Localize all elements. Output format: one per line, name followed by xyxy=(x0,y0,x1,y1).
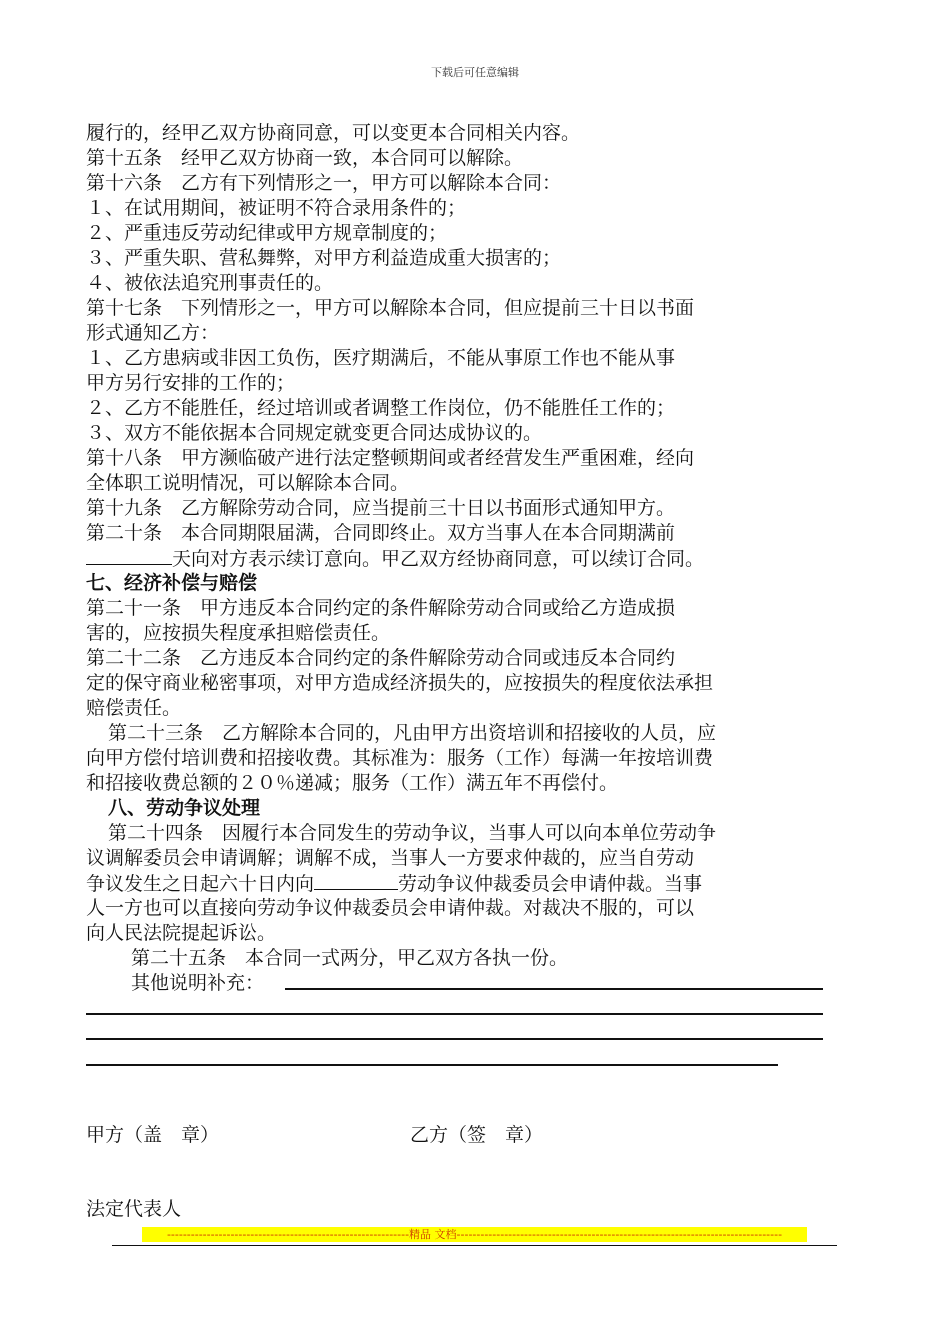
clause-16-item-2: ２、严重违反劳动纪律或甲方规章制度的； xyxy=(86,222,448,244)
other-notes-line-3[interactable] xyxy=(86,1038,823,1040)
legal-representative: 法定代表人 xyxy=(86,1198,182,1220)
clause-15: 第十五条 经甲乙双方协商一致，本合同可以解除。 xyxy=(86,147,524,169)
clause-22: 第二十二条 乙方违反本合同约定的条件解除劳动合同或违反本合同约 xyxy=(86,647,676,669)
clause-24-cont-2a: 争议发生之日起六十日内向 xyxy=(86,873,315,895)
clause-21: 第二十一条 甲方违反本合同约定的条件解除劳动合同或给乙方造成损 xyxy=(86,597,676,619)
clause-16: 第十六条 乙方有下列情形之一，甲方可以解除本合同： xyxy=(86,172,562,194)
clause-17-item-1: １、乙方患病或非因工负伤，医疗期满后，不能从事原工作也不能从事 xyxy=(86,347,676,369)
section-7-title: 七、经济补偿与赔偿 xyxy=(86,572,258,594)
clause-20-cont-text: 天向对方表示续订意向。甲乙双方经协商同意，可以续订合同。 xyxy=(172,548,705,570)
days-blank[interactable] xyxy=(86,546,172,565)
clause-25: 第二十五条 本合同一式两分，甲乙双方各执一份。 xyxy=(131,947,569,969)
clause-18-cont: 全体职工说明情况，可以解除本合同。 xyxy=(86,472,410,494)
clause-24-cont-4: 向人民法院提起诉讼。 xyxy=(86,922,277,944)
clause-23: 第二十三条 乙方解除本合同的，凡由甲方出资培训和招接收的人员，应 xyxy=(108,722,717,744)
clause-23-cont-2: 和招接收费总额的２０％递减；服务（工作）满五年不再偿付。 xyxy=(86,772,619,794)
clause-24-cont-3: 人一方也可以直接向劳动争议仲裁委员会申请仲裁。对裁决不服的，可以 xyxy=(86,897,695,919)
clause-17: 第十七条 下列情形之一，甲方可以解除本合同，但应提前三十日以书面 xyxy=(86,297,695,319)
clause-21-cont: 害的，应按损失程度承担赔偿责任。 xyxy=(86,622,391,644)
clause-17-item-1-cont: 甲方另行安排的工作的； xyxy=(86,372,296,394)
other-notes-label: 其他说明补充： xyxy=(131,972,265,994)
clause-16-item-3: ３、严重失职、营私舞弊，对甲方利益造成重大损害的； xyxy=(86,247,562,269)
other-notes-line-4[interactable] xyxy=(86,1064,778,1066)
arbitration-committee-blank[interactable] xyxy=(314,871,398,890)
other-notes-line-2[interactable] xyxy=(86,1013,823,1015)
clause-24: 第二十四条 因履行本合同发生的劳动争议，当事人可以向本单位劳动争 xyxy=(108,822,717,844)
clause-22-cont-2: 赔偿责任。 xyxy=(86,697,182,719)
clause-24-cont: 议调解委员会申请调解；调解不成，当事人一方要求仲裁的，应当自劳动 xyxy=(86,847,695,869)
party-a-seal: 甲方（盖 章） xyxy=(86,1124,220,1146)
clause-17-item-2: ２、乙方不能胜任，经过培训或者调整工作岗位，仍不能胜任工作的； xyxy=(86,397,676,419)
clause-16-item-4: ４、被依法追究刑事责任的。 xyxy=(86,272,334,294)
contract-body xyxy=(86,121,846,996)
clause-20: 第二十条 本合同期限届满，合同即终止。双方当事人在本合同期满前 xyxy=(86,522,676,544)
footer-watermark: -------------------------------------------------------------精品 文档---------------------------------------------------------------------------------- xyxy=(142,1227,807,1242)
clause-24-cont-2b: 劳动争议仲裁委员会申请仲裁。当事 xyxy=(398,873,703,895)
other-notes-line-1[interactable] xyxy=(285,988,823,990)
clause-23-cont: 向甲方偿付培训费和招接收费。其标准为：服务（工作）每满一年按培训费 xyxy=(86,747,714,769)
header-note: 下载后可任意编辑 xyxy=(431,66,519,79)
footer-divider xyxy=(112,1245,837,1246)
clause-line: 履行的，经甲乙双方协商同意，可以变更本合同相关内容。 xyxy=(86,122,581,144)
clause-17-item-3: ３、双方不能依据本合同规定就变更合同达成协议的。 xyxy=(86,422,543,444)
clause-22-cont: 定的保守商业秘密事项，对甲方造成经济损失的，应按损失的程度依法承担 xyxy=(86,672,714,694)
clause-16-item-1: １、在试用期间，被证明不符合录用条件的； xyxy=(86,197,467,219)
section-8-title: 八、劳动争议处理 xyxy=(108,797,261,819)
clause-18: 第十八条 甲方濒临破产进行法定整顿期间或者经营发生严重困难，经向 xyxy=(86,447,695,469)
clause-17-cont: 形式通知乙方： xyxy=(86,322,220,344)
party-b-seal: 乙方（签 章） xyxy=(410,1124,544,1146)
clause-19: 第十九条 乙方解除劳动合同，应当提前三十日以书面形式通知甲方。 xyxy=(86,497,676,519)
clause-20-cont xyxy=(86,546,846,571)
clause-24-cont-2 xyxy=(86,871,846,896)
